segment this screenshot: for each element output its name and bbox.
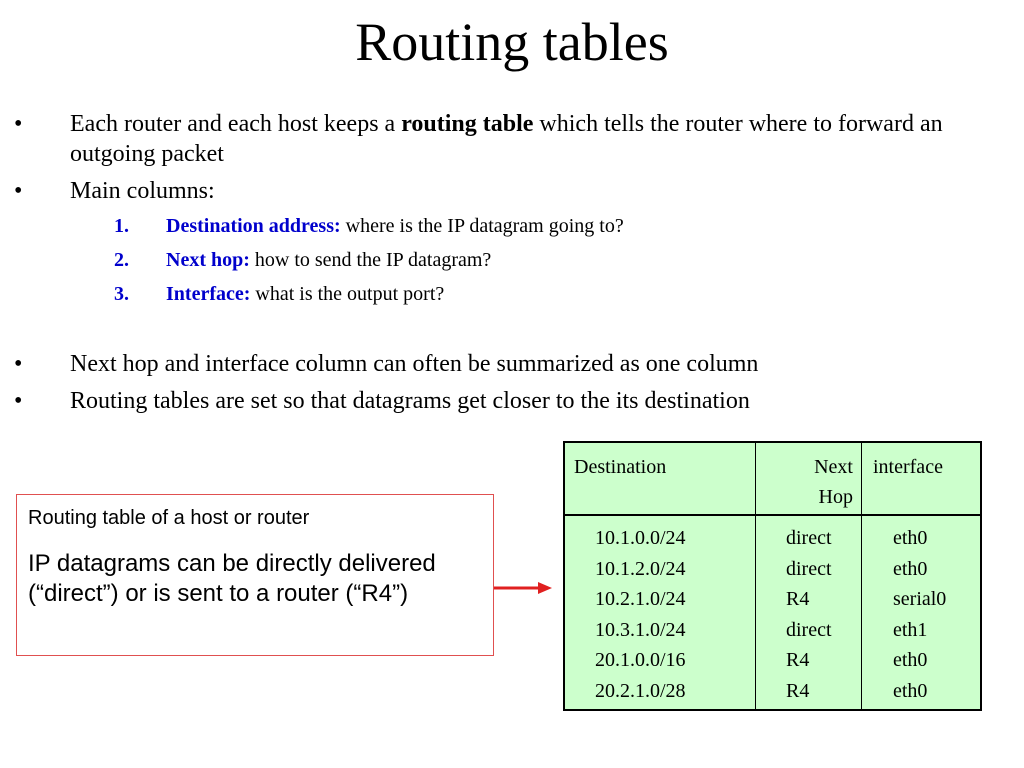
cell-interface: serial0 [893,588,947,610]
cell-next-hop: direct [786,527,832,549]
cell-next-hop: direct [786,618,832,641]
item-term: Destination address: [166,215,341,237]
cell-interface: eth1 [893,618,928,641]
bullet-text: Next hop and interface column can often be summarized as one column [70,351,759,377]
cell-interface: eth0 [893,557,928,580]
cell-destination: 10.2.1.0/24 [595,588,686,610]
item-desc: what is the output port? [250,283,445,305]
bullet-text [70,109,1000,169]
item-desc: where is the IP datagram going to? [340,215,624,237]
bullet-symbol: • [14,178,23,204]
item-number: 1. [114,215,129,237]
callout-caption: Routing table of a host or router [28,507,310,529]
bullet-symbol: • [14,111,23,137]
table-header-interface: interface [873,456,943,478]
cell-destination: 20.1.0.0/16 [595,649,686,671]
item-text [166,247,491,273]
bullet-symbol: • [14,388,23,414]
cell-next-hop: R4 [786,588,810,610]
item-text [166,213,624,239]
table-header-next-hop: Next Hop [814,456,853,508]
bullet-text-pre: Each router and each host keeps a [70,111,402,137]
table-header-destination: Destination [574,456,667,478]
item-desc: how to send the IP datagram? [249,249,492,271]
bullet-text: Routing tables are set so that datagrams get closer to the its destination [70,388,750,414]
item-term: Interface: [166,283,251,305]
cell-next-hop: R4 [786,649,810,671]
bullet-text-post: which tells the router where to forward an outgoing packet [70,111,943,167]
item-number: 2. [114,249,129,271]
cell-interface: eth0 [893,649,928,671]
cell-next-hop: direct [786,557,832,580]
bullet-symbol: • [14,351,23,377]
item-text [166,281,444,307]
callout-box [16,494,494,656]
arrow-right-icon [492,578,554,600]
table-column-divider [755,443,756,709]
cell-destination: 10.3.1.0/24 [595,618,686,641]
bullet-text: Main columns: [70,178,215,204]
item-term: Next hop: [166,249,250,271]
cell-next-hop: R4 [786,679,810,702]
table-header-divider [565,514,980,516]
cell-destination: 10.1.0.0/24 [595,527,686,549]
slide-title: Routing tables [355,12,669,72]
routing-table [563,441,982,711]
table-column-divider [861,443,862,709]
bullet-text-bold: routing table [401,111,534,137]
cell-interface: eth0 [893,527,928,549]
cell-destination: 20.2.1.0/28 [595,679,686,702]
callout-text: IP datagrams can be directly delivered (“direct”) or is sent to a router (“R4”) [28,550,436,607]
item-number: 3. [114,283,129,305]
cell-interface: eth0 [893,679,928,702]
cell-destination: 10.1.2.0/24 [595,557,686,580]
